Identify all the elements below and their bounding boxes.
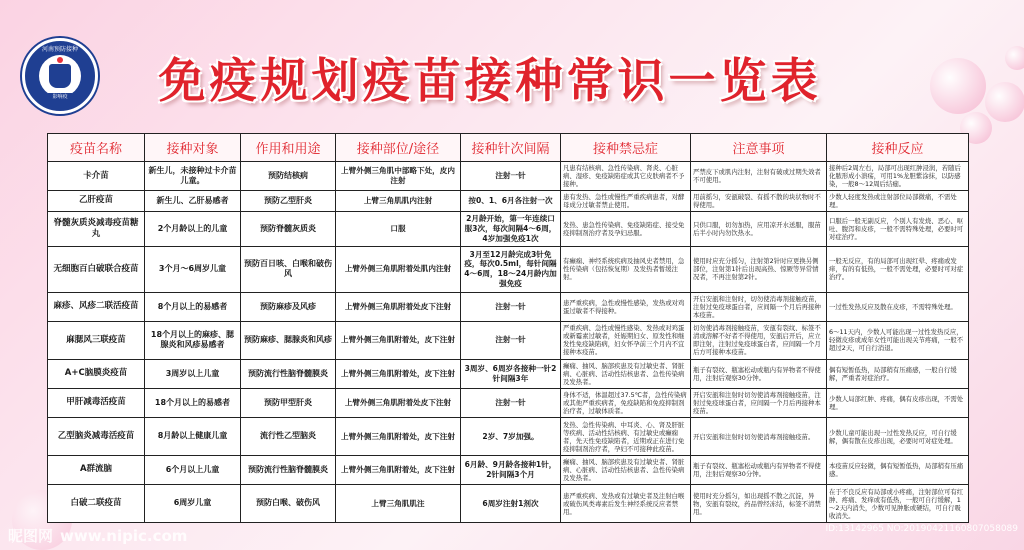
table-cell: 严重疾病、急性或慢性感染、发热或对鸡蛋或新霉素过敏者，妊娠期妇女、原发性和继发性免疫缺陷病，妇女怀孕前三个月内不宜接种本疫苗。 xyxy=(561,321,691,359)
table-cell: A群流脑 xyxy=(48,455,145,484)
table-cell: 开启安瓿和注射时，切勿使消毒剂接触疫苗，注射过免疫球蛋白者，应间隔一个月后再接种本疫苗。 xyxy=(691,292,827,321)
vaccination-service-logo xyxy=(22,38,98,114)
table-cell: 乙型脑炎减毒活疫苗 xyxy=(48,418,145,456)
table-cell: 发热、急性传染病、中耳炎、心、肾及肝脏等疾病、活动性结核病、有过敏史或癫痫者，先天性免疫缺陷者，近期或正在进行免疫抑制剂治疗者，孕妇不可接种此疫苗。 xyxy=(561,418,691,456)
table-cell: 2个月龄以上的儿童 xyxy=(145,211,241,246)
table-cell: 使用时充分摇匀，如出现摇不散之沉淀，异物，安瓿有裂纹，药品曾经冻结，标签不清禁用。 xyxy=(691,485,827,523)
table-cell: 一般无反应，有的局部可出现红晕、疼痛或发痒，有的有低热，一般不需处理，必要时可对症治疗。 xyxy=(827,246,969,292)
column-header: 接种反应 xyxy=(827,134,969,162)
table-cell: 预防脊髓灰质炎 xyxy=(241,211,336,246)
table-cell: 使用时应充分摇匀，注射第2针时应更换另侧部位，注射第1针后出现高热、惊厥等异常情况者，不再注射第2针。 xyxy=(691,246,827,292)
table-cell: 偶有短暂低热，局部稍有压痛感，一般自行缓解，严重者对症治疗。 xyxy=(827,359,969,388)
table-cell: 注射一针 xyxy=(461,388,561,417)
table-cell: 麻腮风三联疫苗 xyxy=(48,321,145,359)
table-cell: A+C脑膜炎疫苗 xyxy=(48,359,145,388)
table-cell: 8月龄以上健康儿童 xyxy=(145,418,241,456)
logo-badge: 影响疫 xyxy=(48,93,72,101)
table-cell: 接种后2周左右，局部可出现红肿浸润，若随后化脓形成小溃疡，可用1%龙胆紫涂抹，以防感染，一般8～12周后结痂。 xyxy=(827,162,969,191)
table-cell: 上臂外侧三角肌附着处肌内注射 xyxy=(336,246,461,292)
table-cell: 在于不良反应有局部或小疼痛，注射部位可有红肿、疼痛、发痒或有低热，一般可自行缓解，1～2天内消失，少数可见肿胀或硬结，可自行吸收消失。 xyxy=(827,485,969,523)
table-row xyxy=(48,162,969,191)
table-cell: 癫痫、抽风、脑部疾患及有过敏史者、肾脏病、心脏病、活动性结核患者、急性传染病及发热者。 xyxy=(561,359,691,388)
table-cell: 一过性发热反应及散在皮疹，不需特殊处理。 xyxy=(827,292,969,321)
table-cell: 3个月～6周岁儿童 xyxy=(145,246,241,292)
table-cell: 2月龄开始，第一年连续口服3次，每次间隔4～6周，4岁加强免疫1次 xyxy=(461,211,561,246)
table-row xyxy=(48,359,969,388)
table-cell: 口服 xyxy=(336,211,461,246)
table-cell: 乙肝疫苗 xyxy=(48,191,145,212)
table-cell: 切勿使消毒剂接触疫苗，安瓿有裂纹、标签不清或溶解不好者不得使用，安瓿启开后，应立即注射，注射过免疫球蛋白者，应间隔一个月后方可接种本疫苗。 xyxy=(691,321,827,359)
table-cell: 注射一针 xyxy=(461,292,561,321)
table-cell: 上臂外侧三角肌附着处，皮下注射 xyxy=(336,455,461,484)
table-cell: 患严重疾病、发热或有过敏史者及注射白喉或破伤风类毒素后发生神经系统反应者禁用。 xyxy=(561,485,691,523)
table-cell: 8个月以上的易感者 xyxy=(145,292,241,321)
table-cell: 6～11天内，少数人可能出现一过性发热反应，轻微皮疹或成年女性可能出现关节疼痛，一般不超过2天，可自行消退。 xyxy=(827,321,969,359)
table-cell: 3月至12月龄完成3针免疫，每次0.5ml，每针间隔4～6周，18～24月龄内加强免疫 xyxy=(461,246,561,292)
column-header: 作用和用途 xyxy=(241,134,336,162)
table-cell: 麻疹、风疹二联活疫苗 xyxy=(48,292,145,321)
table-cell: 凡患有结核病、急性传染病、肾炎、心脏病、湿疹、免疫缺陷症或其它皮肤病者不予接种。 xyxy=(561,162,691,191)
table-cell: 脊髓灰质炎减毒疫苗糖丸 xyxy=(48,211,145,246)
table-cell: 上臂外侧三角肌附着处皮下注射 xyxy=(336,388,461,417)
table-cell: 预防流行性脑脊髓膜炎 xyxy=(241,455,336,484)
table-row xyxy=(48,211,969,246)
table-cell: 少数儿童可能出现一过性发热反应，可自行缓解，偶有散在皮疹出现，必要时可对症处理。 xyxy=(827,418,969,456)
table-cell: 6个月以上儿童 xyxy=(145,455,241,484)
table-cell: 严禁皮下或肌内注射，注射有破或过期失效者不可使用。 xyxy=(691,162,827,191)
table-cell: 上臂外侧三角肌附着处，皮下注射 xyxy=(336,418,461,456)
table-cell: 口服后一般无副反应，个别人有发烧、恶心、呕吐、腹泻和皮疹，一般不需特殊处理，必要时可对症治疗。 xyxy=(827,211,969,246)
logo-ring-text: 河南预防接种 xyxy=(41,46,78,53)
column-header: 接种针次间隔 xyxy=(461,134,561,162)
table-cell: 预防结核病 xyxy=(241,162,336,191)
table-row xyxy=(48,321,969,359)
table-cell: 2岁、7岁加强。 xyxy=(461,418,561,456)
logo-emblem xyxy=(39,55,81,97)
column-header: 接种禁忌症 xyxy=(561,134,691,162)
column-header: 接种对象 xyxy=(145,134,241,162)
table-cell: 患严重疾病，急性或慢性感染，发热或对鸡蛋过敏者不得接种。 xyxy=(561,292,691,321)
table-cell: 按0、1、6月各注射一次 xyxy=(461,191,561,212)
table-row xyxy=(48,485,969,523)
table-cell: 瓶子有裂纹、瓶塞松动或瓶内有异物者不得使用，注射后观察30分钟。 xyxy=(691,455,827,484)
table-cell: 身体不适，体温超过37.5℃者，急性传染病或其他严重疾病者，免疫缺陷和免疫抑制剂治疗者，过敏体质者。 xyxy=(561,388,691,417)
table-cell: 癫痫、抽风、脑部疾患及有过敏史者、肾脏病、心脏病、活动性结核患者、急性传染病及发热者。 xyxy=(561,455,691,484)
table-cell: 卡介苗 xyxy=(48,162,145,191)
table-cell: 开启安瓿和注射时切勿使消毒剂接触疫苗。 xyxy=(691,418,827,456)
table-cell: 上臂三角肌肌注 xyxy=(336,485,461,523)
table-cell: 有癫痫、神经系统疾病及抽风史者禁用，急性传染病（包括恢复期）及发热者暂缓注射。 xyxy=(561,246,691,292)
table-cell: 预防流行性脑脊髓膜炎 xyxy=(241,359,336,388)
column-header: 接种部位/途径 xyxy=(336,134,461,162)
table-cell: 注射一针 xyxy=(461,321,561,359)
table-cell: 上臂外侧三角肌中部略下处，皮内注射 xyxy=(336,162,461,191)
table-cell: 上臂外侧三角肌附着处，皮下注射 xyxy=(336,359,461,388)
table-cell: 流行性乙型脑炎 xyxy=(241,418,336,456)
table-cell: 用前摇匀，安瓿破裂、有摇不散的块状物时不得使用。 xyxy=(691,191,827,212)
table-cell: 上臂外侧三角肌附着处，皮下注射 xyxy=(336,321,461,359)
table-cell: 6周岁注射1剂次 xyxy=(461,485,561,523)
table-cell: 少数人局部红肿、疼痛，偶有皮疹出现，不需处理。 xyxy=(827,388,969,417)
table-row xyxy=(48,191,969,212)
table-cell: 3周岁、6周岁各接种一针2针间隔3年 xyxy=(461,359,561,388)
table-row xyxy=(48,246,969,292)
column-header: 注意事项 xyxy=(691,134,827,162)
table-cell: 上臂外侧三角肌附着处皮下注射 xyxy=(336,292,461,321)
column-header: 疫苗名称 xyxy=(48,134,145,162)
table-row xyxy=(48,418,969,456)
table-cell: 18个月以上的易感者 xyxy=(145,388,241,417)
person-icon xyxy=(49,64,71,88)
table-cell: 本疫苗反应轻微，偶有短暂低热，局部稍有压痛感。 xyxy=(827,455,969,484)
table-cell: 瓶子有裂纹、瓶塞松动或瓶内有异物者不得使用，注射后观察30分钟。 xyxy=(691,359,827,388)
table-cell: 注射一针 xyxy=(461,162,561,191)
table-header-row xyxy=(48,134,969,162)
watermark-id: ID:13142965 NO:20190421160807058089 xyxy=(825,524,1018,534)
table-cell: 少数人轻度发热或注射部位局部微痛，不需处理。 xyxy=(827,191,969,212)
table-cell: 预防麻疹、腮腺炎和风疹 xyxy=(241,321,336,359)
table-cell: 新生儿、乙肝易感者 xyxy=(145,191,241,212)
table-row xyxy=(48,455,969,484)
watermark-url: www.nipic.com xyxy=(59,527,188,545)
table-cell: 无细胞百白破联合疫苗 xyxy=(48,246,145,292)
page-title: 免疫规划疫苗接种常识一览表 xyxy=(158,54,822,109)
watermark-site xyxy=(8,522,187,546)
table-row xyxy=(48,292,969,321)
table-cell: 6周岁儿童 xyxy=(145,485,241,523)
table-cell: 只供口服，切勿加热，应用凉开水送服，服苗后半小时内勿饮热水。 xyxy=(691,211,827,246)
vaccine-table xyxy=(47,133,968,523)
table-cell: 18个月以上的麻疹、腮腺炎和风疹易感者 xyxy=(145,321,241,359)
header xyxy=(0,0,1024,130)
table-cell: 发热、患急性传染病、免疫缺陷症、接受免疫抑制剂治疗者及孕妇忌服。 xyxy=(561,211,691,246)
watermark-site-name: 昵图网 xyxy=(8,527,54,545)
table-cell: 6月龄、9月龄各接种1针，2针间隔3个月 xyxy=(461,455,561,484)
table-cell: 预防百日咳、白喉和破伤风 xyxy=(241,246,336,292)
table-cell: 预防麻疹及风疹 xyxy=(241,292,336,321)
table-cell: 患有发热、急性或慢性严重疾病患者，对酵母成分过敏者禁止使用。 xyxy=(561,191,691,212)
table-cell: 上臂三角肌肌内注射 xyxy=(336,191,461,212)
table-cell: 新生儿，未接种过卡介苗儿童。 xyxy=(145,162,241,191)
table-cell: 开启安瓿和注射时切勿使消毒剂接触疫苗，注射过免疫球蛋白者，应间隔一个月后再接种本疫苗。 xyxy=(691,388,827,417)
table-cell: 预防白喉、破伤风 xyxy=(241,485,336,523)
table-row xyxy=(48,388,969,417)
table-cell: 预防乙型肝炎 xyxy=(241,191,336,212)
table-cell: 白破二联疫苗 xyxy=(48,485,145,523)
table-cell: 甲肝减毒活疫苗 xyxy=(48,388,145,417)
table-cell: 预防甲型肝炎 xyxy=(241,388,336,417)
table-cell: 3周岁以上儿童 xyxy=(145,359,241,388)
